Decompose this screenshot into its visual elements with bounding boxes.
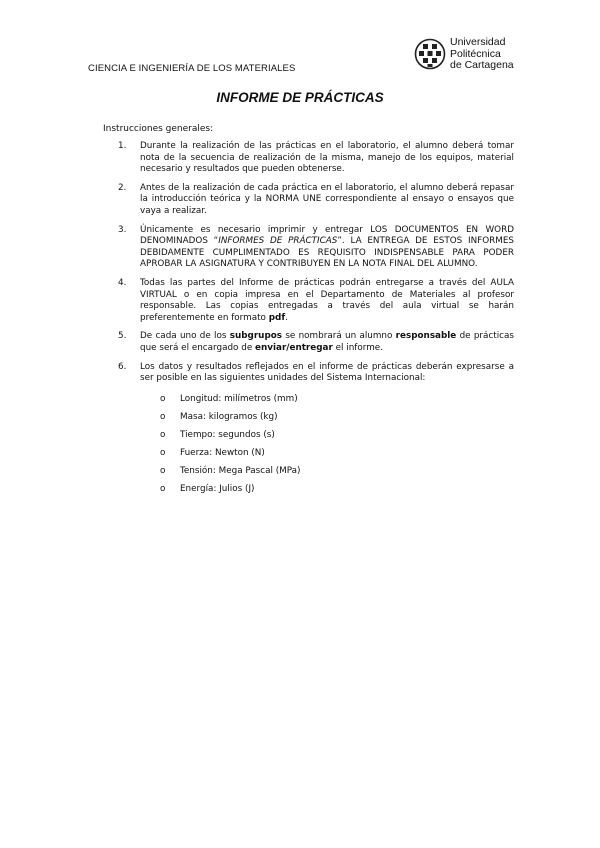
list-item (118, 225, 514, 271)
list-item (118, 278, 514, 324)
item-text (140, 331, 514, 353)
item-text (140, 225, 514, 270)
list-item (118, 141, 514, 176)
university-name-line1: Universidad (450, 36, 506, 48)
item-number: 2. (118, 182, 127, 193)
unit-text: Tiempo: segundos (s) (180, 429, 275, 440)
bullet-icon: o (160, 411, 166, 422)
item-text-part: Únicamente es necesario imprimir y entregar LOS DOCUMENTOS EN WORD DENOMINADOS “ (140, 224, 514, 247)
unit-item (140, 430, 514, 442)
upct-logo-icon (414, 37, 446, 71)
item-text-part: de prácticas que será el encargado de (140, 331, 514, 353)
university-name-line3: de Cartagena (450, 59, 514, 71)
item-number: 1. (118, 141, 127, 151)
item-number: 5. (118, 331, 127, 342)
item-text-part: Todas las partes del Informe de prácticas podrán entregarse a través del AULA VIRTUAL o en copia impresa en el Departamento de Materiales al profesor responsable. Las copias entregadas a través del aula virtual se harán preferentemente en formato (140, 277, 514, 323)
item-text-bold: enviar/entregar (255, 342, 333, 353)
item-text (140, 278, 514, 323)
item-text-bold: subgrupos (229, 331, 283, 342)
list-item (118, 331, 514, 354)
department-header: CIENCIA E INGENIERÍA DE LOS MATERIALES (88, 63, 296, 74)
item-number: 4. (118, 277, 127, 288)
bullet-icon: o (160, 465, 166, 476)
university-logo (414, 37, 514, 72)
item-text-part: . (285, 312, 288, 323)
unit-text: Tensión: Mega Pascal (MPa) (180, 465, 301, 476)
unit-item (140, 448, 514, 460)
bullet-icon: o (160, 393, 166, 404)
list-item (118, 183, 514, 218)
unit-item (140, 394, 514, 406)
item-text: Durante la realización de las prácticas en el laboratorio, el alumno deberá tomar nota de la secuencia de realización de la misma, manejo de los equipos, material necesario y resultados que pueden obtenerse. (140, 141, 514, 175)
unit-item (140, 412, 514, 424)
item-text: Los datos y resultados reflejados en el informe de prácticas deberán expresarse a ser posible en las siguientes unidades del Sistema Internacional: (140, 361, 514, 384)
item-text-part: el informe. (332, 342, 383, 353)
item-text-bold: pdf (268, 312, 286, 323)
item-text-bold: responsable (395, 331, 457, 342)
bullet-icon: o (160, 447, 166, 458)
unit-text: Fuerza: Newton (N) (180, 447, 265, 458)
list-item (118, 362, 514, 496)
item-number: 6. (118, 361, 127, 372)
bullet-icon: o (160, 483, 166, 494)
bullet-icon: o (160, 429, 166, 440)
item-text-part: De cada uno de los (140, 331, 230, 342)
item-text-italic: INFORMES DE PRÁCTICAS (218, 236, 338, 247)
units-list (140, 394, 514, 496)
instructions-list (118, 141, 514, 502)
unit-item (140, 484, 514, 496)
page-title: INFORME DE PRÁCTICAS (216, 90, 384, 105)
unit-text: Masa: kilogramos (kg) (180, 411, 278, 422)
item-number: 3. (118, 224, 127, 235)
unit-item (140, 466, 514, 478)
item-text-part: ”. LA ENTREGA DE ESTOS INFORMES DEBIDAMENTE CUMPLIMENTADO ES REQUISITO INDISPENSABLE PARA PODER APROBAR LA ASIGNATURA Y CONTRIBUYEN EN LA NOTA FINAL DEL ALUMNO. (140, 236, 514, 270)
unit-text: Energía: Julios (J) (180, 483, 255, 494)
item-text-part: se nombrará un alumno (282, 331, 396, 342)
unit-text: Longitud: milímetros (mm) (180, 393, 298, 404)
university-name-line2: Politécnica (450, 47, 501, 60)
instructions-heading: Instrucciones generales: (103, 124, 214, 134)
item-text: Antes de la realización de cada práctica en el laboratorio, el alumno deberá repasar la introducción teórica y la NORMA UNE correspondiente al ensayo o ensayos que vaya a realizar. (140, 182, 514, 216)
